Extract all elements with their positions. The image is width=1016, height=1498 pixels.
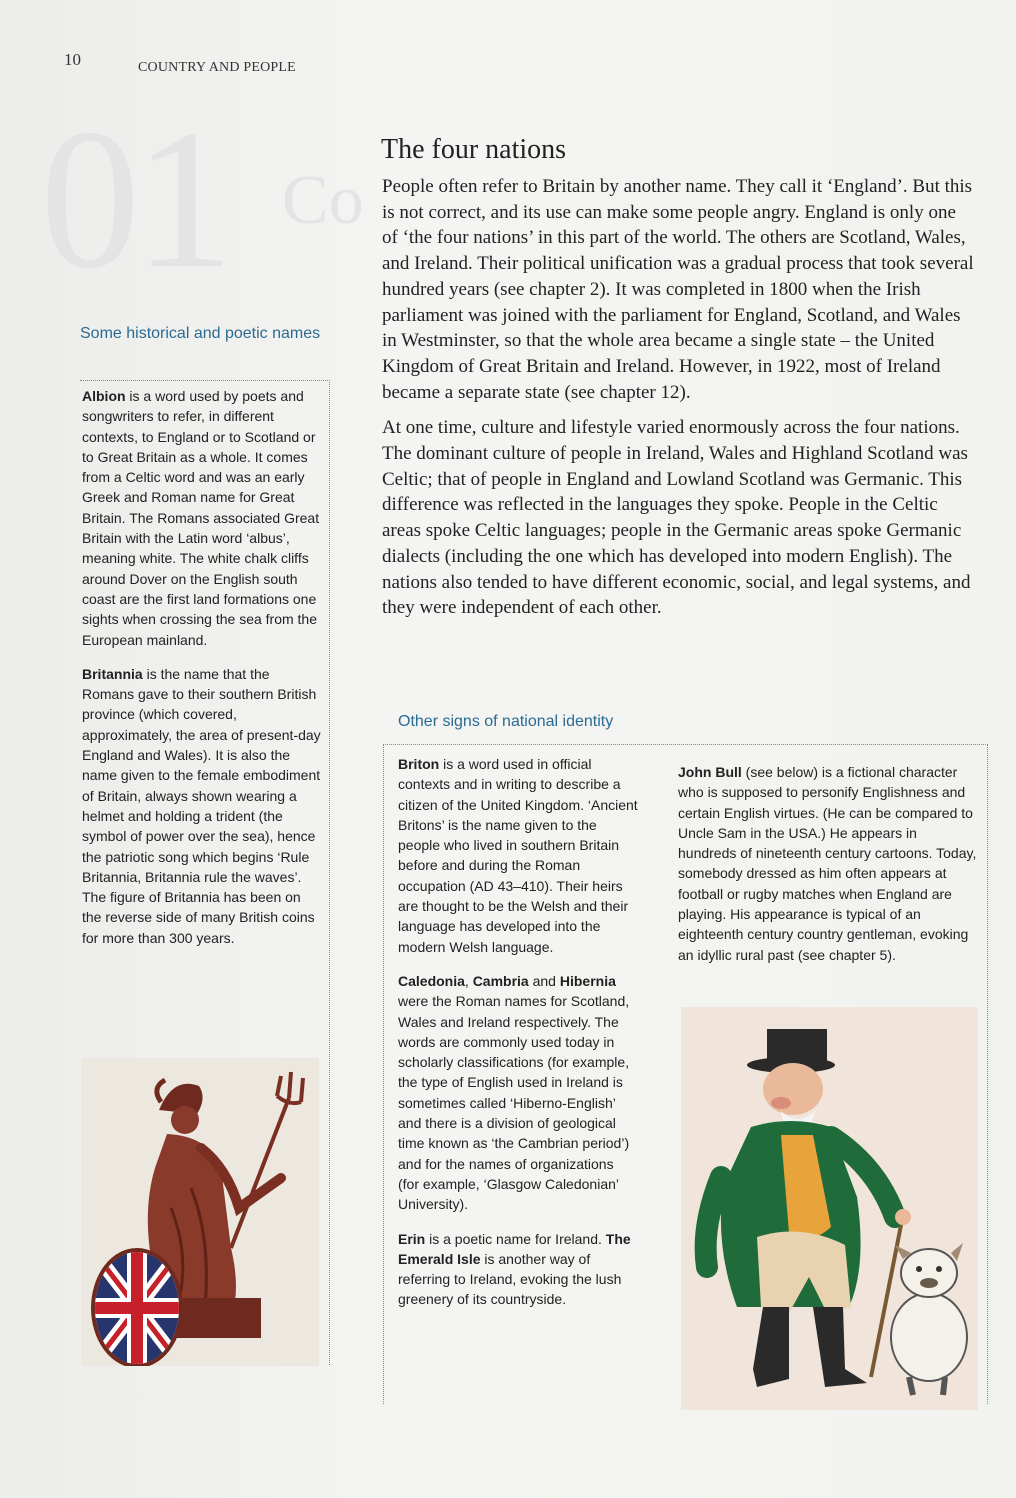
sidebar-entry-albion [82, 386, 324, 650]
main-paragraph-1: People often refer to Britain by another name. They call it ‘England’. But this is not correct, and its use can make some people angry. England is only one of ‘the four nations’ in this part of the world. The others are Scotland, Wales, and Ireland. Their political unification was a gradual process that took several hundred years (see chapter 2). It was completed in 1800 when the Irish parliament was joined with the parliament for England, Scotland, and Wales in Westminster, so that the whole area became a single state – the United Kingdom of Great Britain and Ireland. However, in 1922, most of Ireland became a separate state (see chapter 12). [382, 176, 974, 403]
chapter-number-watermark: 01 [40, 89, 228, 310]
identity-column-left [398, 754, 638, 1324]
page-number: 10 [64, 50, 81, 69]
main-paragraph-2: At one time, culture and lifestyle varied enormously across the four nations. The dominant culture of people in Ireland, Wales and Highland Scotland was Celtic; that of people in England and Lowland Scotland was Germanic. This difference was reflected in the languages they spoke. People in the Celtic areas spoke Celtic languages; people in the Germanic areas spoke Germanic dialects (including the one which has developed into modern English). The nations also tended to have different economic, social, and legal systems, and they were independent of each other. [382, 417, 971, 619]
text-albion: is a word used by poets and songwriters to refer, in different contexts, to England or to Scotland or to Great Britain as a whole. It comes from a Celtic word and was an early Greek and Roman name for Great Britain. The Romans associated Great Britain with the Latin word ‘albus’, meaning white. The white chalk cliffs around Dover on the English south coast are the first land formations one sights when crossing the sea from the European mainland. [82, 388, 320, 648]
entry-john-bull [678, 762, 978, 965]
term-cambria: Cambria [472, 972, 529, 989]
entry-erin [398, 1229, 638, 1310]
entry-briton [398, 754, 638, 957]
sidebar-entry-britannia [82, 664, 324, 948]
text-britannia: is the name that the Romans gave to their southern British province (which covered, approximately, the area of present-day England and Wales). It is also the name given to the female embodiment of Britain, always shown wearing a helmet and holding a trident (the symbol of power over the sea), hence the patriotic song which begins ‘Rule Britannia, Britannia rule the waves’. The figure of Britannia has been on the reverse side of many British coins for more than 300 years. [82, 665, 321, 946]
term-john-bull: John Bull [678, 764, 742, 780]
running-title: COUNTRY AND PEOPLE [138, 60, 296, 75]
sep-cambria: and [528, 972, 560, 989]
term-britannia: Britannia [82, 665, 143, 682]
john-bull-figure-icon [681, 1007, 978, 1410]
text-erin: is a poetic name for Ireland. [425, 1230, 606, 1247]
term-erin: Erin [398, 1230, 426, 1247]
text-emerald-isle: is another way of referring to Ireland, evoking the lush greenery of its countryside. [398, 1250, 622, 1308]
text-john-bull: (see below) is a fictional character who is supposed to personify Englishness and certain English virtues. (He can be compared to Uncle Sam in the USA.) He appears in hundreds of nineteenth century cartoons. Today, somebody dressed as him often appears at football or rugby matches when England are playing. His appearance is typical of an eighteenth century country gentleman, evoking an idyllic rural past (see chapter 5). [678, 764, 977, 963]
text-briton: is a word used in official contexts and in writing to describe a citizen of the United Kingdom. ‘Ancient Britons’ is the name given to the people who lived in southern Britain before and during the Roman occupation (AD 43–410). Their heirs are thought to be the Welsh and their language has developed into the modern Welsh language. [398, 756, 638, 955]
term-caledonia: Caledonia [398, 972, 465, 989]
term-albion: Albion [82, 388, 126, 404]
text-caledonia: were the Roman names for Scotland, Wales and Ireland respectively. The words are commonly used today in scholarly classifications (for example, the type of English used in Ireland is sometimes called ‘Hiberno-English’ and there is a division of geological time known as ‘the Cambrian period’) and for the names of organizations (for example, ‘Glasgow Caledonian’ University). [398, 993, 630, 1213]
entry-caledonia [398, 971, 638, 1215]
sep-caledonia: , [464, 972, 473, 989]
chapter-word-watermark: Co [282, 162, 364, 239]
britannia-figure-icon [81, 1058, 319, 1366]
sidebar-title: Some historical and poetic names [80, 325, 321, 342]
term-hibernia: Hibernia [559, 972, 616, 989]
identity-title: Other signs of national identity [398, 713, 614, 730]
term-briton: Briton [398, 756, 440, 772]
term-emerald-isle: The Emerald Isle [398, 1230, 631, 1267]
main-title: The four nations [381, 134, 567, 165]
identity-column-right [678, 762, 978, 979]
sidebar-text [82, 386, 324, 962]
main-body [382, 174, 974, 631]
